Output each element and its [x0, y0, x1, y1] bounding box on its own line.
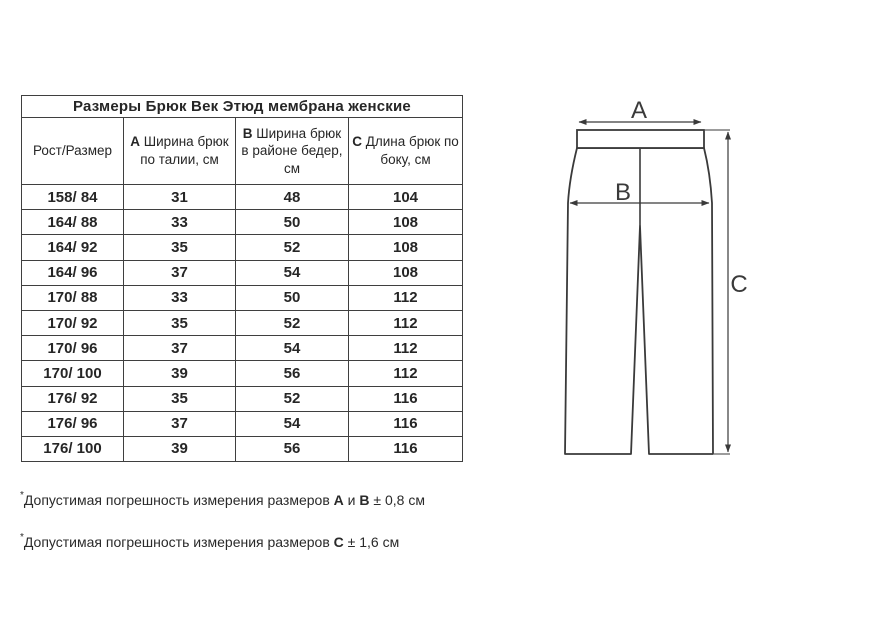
label-c: C	[730, 271, 748, 298]
waist-cell: 37	[124, 411, 236, 436]
hip-cell: 50	[236, 210, 349, 235]
dim-letter-c: С	[333, 534, 344, 550]
length-cell: 112	[349, 310, 463, 335]
length-cell: 108	[349, 260, 463, 285]
waist-cell: 35	[124, 310, 236, 335]
table-row	[22, 411, 463, 436]
hip-cell: 54	[236, 260, 349, 285]
hip-cell: 52	[236, 310, 349, 335]
table-row	[22, 285, 463, 310]
size-cell: 170/ 92	[22, 310, 124, 335]
asterisk: *	[20, 532, 24, 543]
waist-cell: 35	[124, 235, 236, 260]
length-cell: 116	[349, 411, 463, 436]
footnote-text: ± 0,8 см	[369, 492, 425, 508]
column-header-hip-width	[236, 118, 349, 185]
footnote-text: Допустимая погрешность измерения размеров	[23, 492, 334, 508]
waist-cell: 39	[124, 436, 236, 461]
size-cell: 170/ 96	[22, 336, 124, 361]
table-row	[22, 310, 463, 335]
column-letter: В	[242, 125, 253, 141]
pants-measurement-diagram	[545, 90, 875, 480]
table-header-row	[22, 118, 463, 185]
asterisk: *	[20, 490, 24, 501]
table-row	[22, 210, 463, 235]
size-cell: 170/ 88	[22, 285, 124, 310]
footnote-text: Допустимая погрешность измерения размеров	[23, 534, 334, 550]
column-letter: А	[130, 134, 141, 150]
column-header-side-length	[349, 118, 463, 185]
waist-cell: 31	[124, 185, 236, 210]
size-cell: 176/ 92	[22, 386, 124, 411]
size-cell: 164/ 96	[22, 260, 124, 285]
size-cell: 176/ 96	[22, 411, 124, 436]
table-row	[22, 361, 463, 386]
waist-cell: 33	[124, 210, 236, 235]
hip-cell: 52	[236, 235, 349, 260]
waist-cell: 35	[124, 386, 236, 411]
waist-cell: 37	[124, 336, 236, 361]
waistband	[577, 130, 704, 148]
table-row	[22, 336, 463, 361]
column-header-waist-width	[124, 118, 236, 185]
size-table	[21, 95, 463, 462]
size-cell: 158/ 84	[22, 185, 124, 210]
dim-letter-a: А	[333, 492, 344, 508]
length-cell: 116	[349, 436, 463, 461]
size-cell: 176/ 100	[22, 436, 124, 461]
table-row	[22, 436, 463, 461]
hip-cell: 52	[236, 386, 349, 411]
hip-cell: 56	[236, 361, 349, 386]
hip-cell: 56	[236, 436, 349, 461]
column-letter: С	[352, 134, 362, 150]
length-cell: 108	[349, 235, 463, 260]
size-cell: 164/ 92	[22, 235, 124, 260]
footnote-tolerance-c	[20, 534, 399, 550]
length-cell: 112	[349, 361, 463, 386]
waist-cell: 33	[124, 285, 236, 310]
length-cell: 108	[349, 210, 463, 235]
length-cell: 112	[349, 285, 463, 310]
length-cell: 112	[349, 336, 463, 361]
hip-cell: 54	[236, 336, 349, 361]
column-label: Ширина брюк по талии, см	[140, 134, 229, 167]
size-cell: 164/ 88	[22, 210, 124, 235]
length-cell: 116	[349, 386, 463, 411]
column-label: Ширина брюк в районе бедер, см	[241, 125, 343, 176]
table-title-row	[22, 96, 463, 118]
size-cell: 170/ 100	[22, 361, 124, 386]
length-cell: 104	[349, 185, 463, 210]
column-label: Рост/Размер	[32, 143, 112, 159]
waist-cell: 37	[124, 260, 236, 285]
table-row	[22, 260, 463, 285]
table-row	[22, 386, 463, 411]
waist-cell: 39	[124, 361, 236, 386]
hip-cell: 54	[236, 411, 349, 436]
column-header-size	[22, 118, 124, 185]
hip-cell: 48	[236, 185, 349, 210]
footnote-text: ± 1,6 см	[343, 534, 400, 550]
table-row	[22, 235, 463, 260]
hip-cell: 50	[236, 285, 349, 310]
pants-outline	[565, 148, 713, 454]
dim-letter-b: В	[359, 492, 370, 508]
table-title: Размеры Брюк Век Этюд мембрана женские	[22, 96, 463, 118]
column-label: Длина брюк по боку, см	[361, 134, 459, 167]
label-b: B	[614, 179, 632, 206]
footnote-text: и	[343, 492, 360, 508]
table-row	[22, 185, 463, 210]
label-a: A	[630, 97, 648, 124]
footnote-tolerance-ab	[20, 492, 425, 508]
